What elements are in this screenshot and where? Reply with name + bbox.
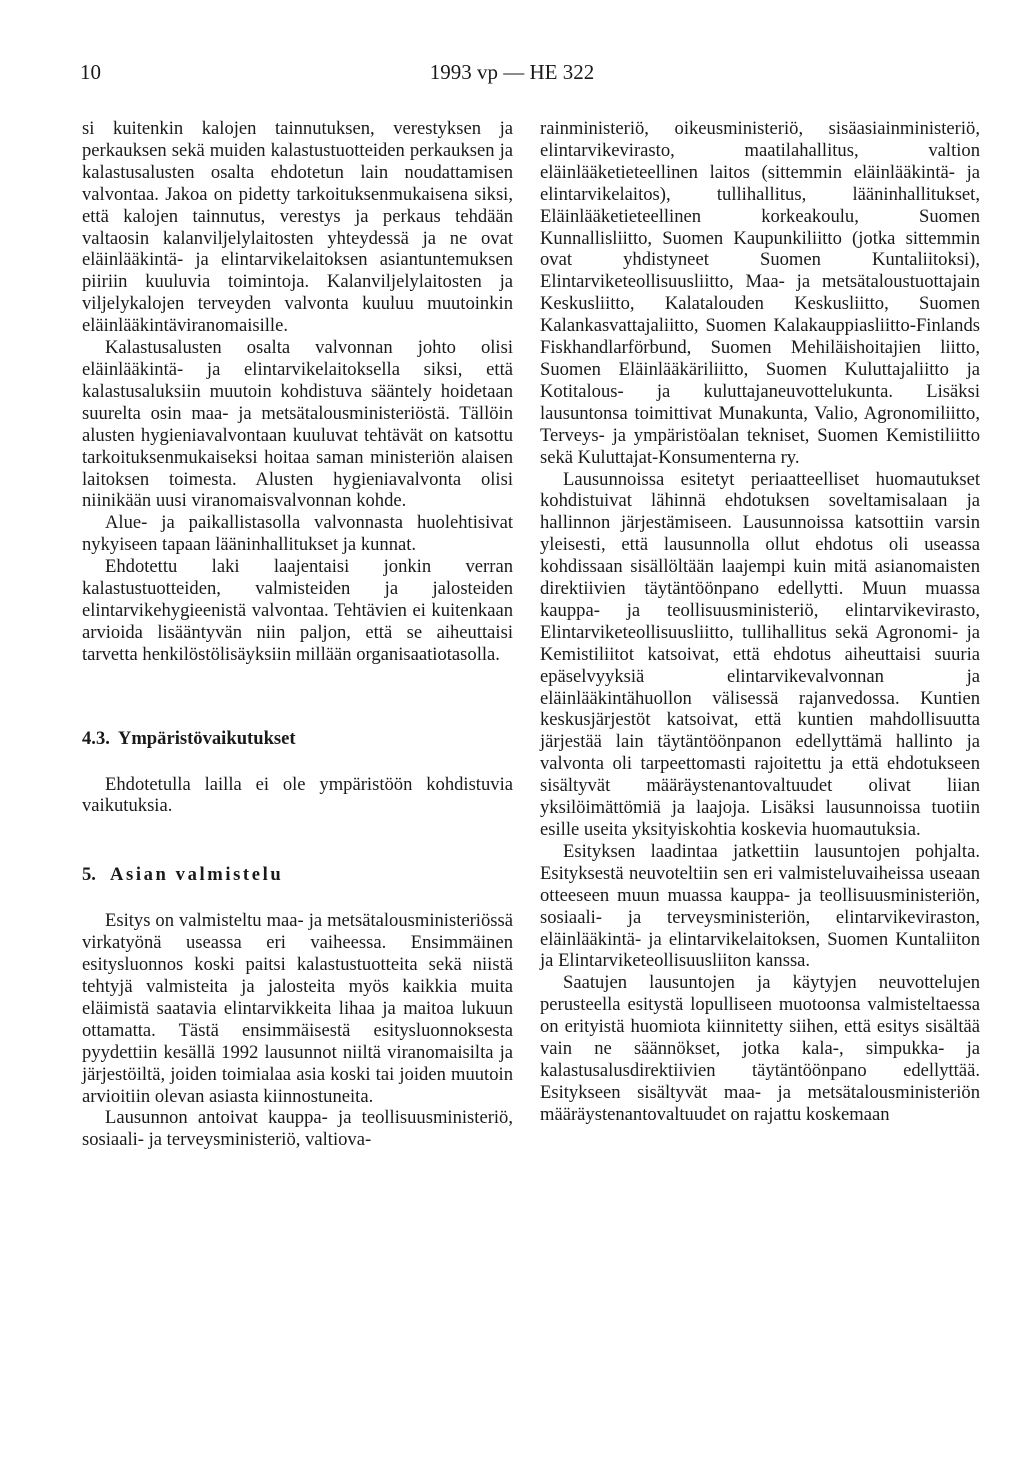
section-heading-5	[82, 864, 513, 886]
section-number: 5.	[82, 864, 96, 886]
section-title: Asian valmistelu	[109, 864, 284, 886]
right-column	[540, 118, 980, 1126]
left-column	[82, 118, 513, 1151]
paragraph: Lausunnoissa esitetyt periaatteelliset huomautukset kohdistuivat lähinnä ehdotuksen soveltamisalaan ja hallinnon järjestämiseen. Lausunnoissa katsottiin varsin yleisesti, että lausunnolla ollut ehdotus oli useassa kohdissaan sisällöltään laajempi kuin mitä asianomaisten direktiivien täytäntöönpano edellytti. Muun muassa kauppa- ja teollisuusministeriö, elintarvikevirasto, Elintarviketeollisuusliitto, tullihallitus sekä Agronomi- ja Kemistiliitot katsoivat, että ehdotus aiheuttaisi suuria epäselvyyksiä elintarvikevalvonnan ja eläinlääkintähuollon välisessä rajanvedossa. Kuntien keskusjärjestöt katsoivat, että kuntien mahdollisuutta järjestää lain täytäntöönpanon edellyttämä hallinto ja valvonta oli tarpeettomasti rajoitettu ja että ehdotukseen sisältyvät määräystenantovaltuudet olivat liian yksilöimättömiä ja laajoja. Lisäksi lausunnoissa tuotiin esille useita yksityiskohtia koskevia huomautuksia.	[540, 468, 980, 840]
paragraph: rainministeriö, oikeusministeriö, sisäasiainministeriö, elintarvikevirasto, maatilahallitus, valtion eläinlääketieteellinen laitos (sittemmin eläinlääkintä- ja elintarvikelaitos), tullihallitus, lääninhallitukset, Eläinlääketieteellinen korkeakoulu, Suomen Kunnallisliitto, Suomen Kaupunkiliitto (jotka sittemmin ovat yhdistyneet Suomen Kuntaliitoksi), Elintarviketeollisuusliitto, Maa- ja metsätaloustuottajain Keskusliitto, Kalatalouden Keskusliitto, Suomen Kalankasvattajaliitto, Suomen Kalakauppiasliitto-Finlands Fiskhandlarförbund, Suomen Mehiläishoitajien liitto, Suomen Eläinlääkäriliitto, Suomen Kuluttajaliitto ja Kotitalous- ja kuluttajaneuvottelukunta. Lisäksi lausuntonsa toimittivat Munakunta, Valio, Agronomiliitto, Terveys- ja ympäristöalan tekniset, Suomen Kemistiliitto sekä Kuluttajat-Konsumenterna ry.	[540, 118, 980, 468]
page-header	[0, 60, 1024, 90]
section-title: Ympäristövaikutukset	[117, 727, 296, 749]
paragraph: Esityksen laadintaa jatkettiin lausuntojen pohjalta. Esityksestä neuvoteltiin sen eri valmisteluvaiheissa useaan otteeseen muun muassa kauppa- ja teollisuusministeriön, sosiaali- ja terveysministeriön, elintarvikeviraston, eläinlääkintä- ja elintarvikelaitoksen, Suomen Kuntaliiton ja Elintarviketeollisuusliiton kanssa.	[540, 840, 980, 972]
paragraph: si kuitenkin kalojen tainnutuksen, verestyksen ja perkauksen sekä muiden kalastustuotteiden perkauksen ja kalastusalusten osalta ehdotetun lain noudattamisen valvontaa. Jakoa on pidetty tarkoituksenmukaisena siksi, että kalojen tainnutus, verestys ja perkaus tehdään valtaosin kalanviljelylaitosten yhteydessä ja ne ovat eläinlääkintä- ja elintarvikelaitoksen asiantuntemuksen piiriin kuuluvia toimintoja. Kalanviljelylaitosten ja viljelykalojen terveyden valvonta kuuluu muutoinkin eläinlääkintäviranomaisille.	[82, 118, 513, 337]
paragraph: Esitys on valmisteltu maa- ja metsätalousministeriössä virkatyönä useassa eri vaiheessa. Ensimmäinen esitysluonnos koski paitsi kalastustuotteita sekä niistä tehtyjä valmisteita ja jalosteita myös kaikkia muita eläimistä saatavia elintarvikkeita lihaa ja maitoa lukuun ottamatta. Tästä ensimmäisestä esitysluonnoksesta pyydettiin kesällä 1992 lausunnot niiltä viranomaisilta ja järjestöiltä, joiden toimialaa asia koski tai joiden muutoin arvioitiin olevan asiasta kiinnostuneita.	[82, 910, 513, 1107]
running-title: 1993 vp — HE 322	[429, 60, 595, 84]
section-heading-4-3	[82, 728, 513, 750]
paragraph: Saatujen lausuntojen ja käytyjen neuvottelujen perusteella esitystä lopulliseen muotoonsa valmisteltaessa on erityistä huomiota kiinnitetty siihen, että esitys sisältää vain ne säännökset, jotka kala-, simpukka- ja kalastusalusdirektiivien täytäntöönpano edellyttää. Esitykseen sisältyvät maa- ja metsätalousministeriön määräystenantovaltuudet on rajattu koskemaan	[540, 972, 980, 1125]
paragraph: Ehdotettu laki laajentaisi jonkin verran kalastustuotteiden, valmisteiden ja jalosteiden elintarvikehygieenistä valvontaa. Tehtävien ei kuitenkaan arvioida lisääntyvän niin paljon, että se aiheuttaisi tarvetta henkilöstölisäyksiin millään organisaatiotasolla.	[82, 556, 513, 665]
paragraph: Kalastusalusten osalta valvonnan johto olisi eläinlääkintä- ja elintarvikelaitoksella siksi, että kalastusaluksiin muutoin kohdistuva sääntely hoidetaan suurelta osin maa- ja metsätalousministeriöstä. Tällöin alusten hygieniavalvontaan kuuluvat tehtävät on katsottu tarkoituksenmukaiseksi hoitaa saman ministeriön alaisen laitoksen toimesta. Alusten hygieniavalvonta olisi niinikään uusi viranomaisvalvonnan kohde.	[82, 337, 513, 512]
section-number: 4.3.	[82, 727, 110, 749]
paragraph: Alue- ja paikallistasolla valvonnasta huolehtisivat nykyiseen tapaan lääninhallitukset ja kunnat.	[82, 512, 513, 556]
page-number: 10	[80, 60, 101, 84]
paragraph: Ehdotetulla lailla ei ole ympäristöön kohdistuvia vaikutuksia.	[82, 773, 513, 817]
paragraph: Lausunnon antoivat kauppa- ja teollisuusministeriö, sosiaali- ja terveysministeriö, valtiova-	[82, 1107, 513, 1151]
